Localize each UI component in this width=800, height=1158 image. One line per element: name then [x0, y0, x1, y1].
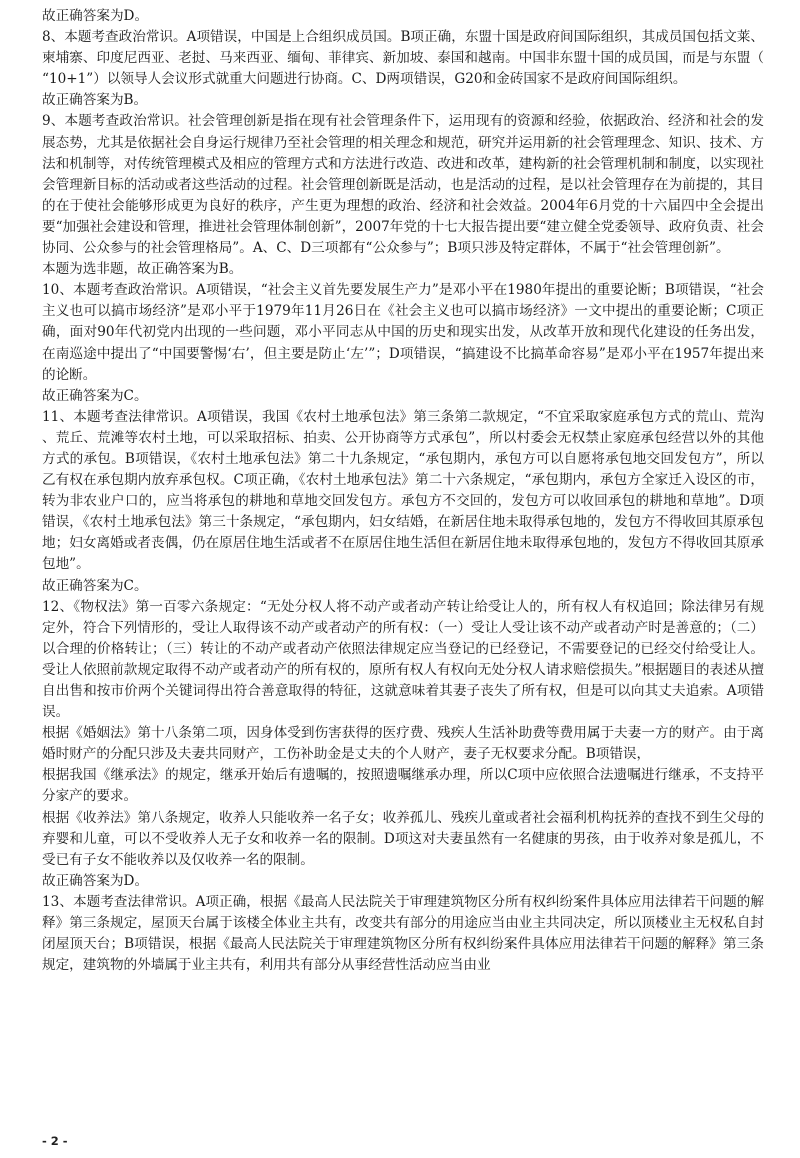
explanation-q12-option-c: 根据我国《继承法》的规定，继承开始后有遗嘱的，按照遗嘱继承办理，所以C项中应依照合法遗嘱进行继承，不支持平分家产的要求。 [42, 767, 764, 805]
answer-line-11: 故正确答案为C。 [42, 577, 148, 594]
explanation-q11: 11、本题考查法律常识。A项错误，我国《农村土地承包法》第三条第二款规定，“不宜采取家庭承包方式的荒山、荒沟、荒丘、荒滩等农村土地，可以采取招标、拍卖、公开协商等方式承包”，所以村委会无权禁止家庭承包经营以外的其他方式的承包。B项错误，《农村土地承包法》第二十九条规定，“承包期内，承包方可以自愿将承包地交回发包方”，所以乙有权在承包期内放弃承包权。C项正确，《农村土地承包法》第二十六条规定，“承包期内，承包方全家迁入设区的市，转为非农业户口的，应当将承包的耕地和草地交回发包方。承包方不交回的，发包方可以收回承包的耕地和草地”。D项错误，《农村土地承包法》第三十条规定，“承包期内，妇女结婚，在新居住地未取得承包地的，发包方不得收回其原承包地；妇女离婚或者丧偶，仍在原居住地生活或者不在原居住地生活但在新居住地未取得承包地的，发包方不得收回其原承包地”。 [42, 408, 764, 573]
explanation-q10: 10、本题考查政治常识。A项错误，“社会主义首先要发展生产力”是邓小平在1980年提出的重要论断；B项错误，“社会主义也可以搞市场经济”是邓小平于1979年11月26日在《社会主义也可以搞市场经济》一文中提出的重要论断；C项正确，面对90年代初党内出现的一些问题，邓小平同志从中国的历史和现实出发，从改革开放和现代化建设的任务出发，在南巡途中提出了“中国要警惕‘右’，但主要是防止‘左’”；D项错误，“搞建设不比搞革命容易”是邓小平在1957年提出来的论断。 [42, 282, 764, 383]
explanation-q12-option-b: 根据《婚姻法》第十八条第二项，因身体受到伤害获得的医疗费、残疾人生活补助费等费用属于夫妻一方的财产。由于离婚时财产的分配只涉及夫妻共同财产，工伤补助金是丈夫的个人财产，妻子无权要求分配。B项错误， [42, 725, 764, 763]
page-number: - 2 - [42, 1134, 68, 1148]
explanation-q12-option-a: 12、《物权法》第一百零六条规定：“无处分权人将不动产或者动产转让给受让人的，所有权人有权追回；除法律另有规定外，符合下列情形的，受让人取得该不动产或者动产的所有权：（一）受让人受让该不动产或者动产时是善意的；（二）以合理的价格转让；（三）转让的不动产或者动产依照法律规定应当登记的已经登记，不需要登记的已经交付给受让人。受让人依照前款规定取得不动产或者动产的所有权的，原所有权人有权向无处分权人请求赔偿损失。”根据题目的表述从擅自出售和按市价两个关键词得出符合善意取得的特征，这就意味着其妻子丧失了所有权，但是可以向其丈夫追索。A项错误。 [42, 598, 764, 721]
answer-line-9: 本题为选非题，故正确答案为B。 [42, 261, 243, 278]
explanation-q9: 9、本题考查政治常识。社会管理创新是指在现有社会管理条件下，运用现有的资源和经验，依据政治、经济和社会的发展态势，尤其是依据社会自身运行规律乃至社会管理的相关理念和规范，研究并运用新的社会管理理念、知识、技术、方法和机制等，对传统管理模式及相应的管理方式和方法进行改造、改进和改革，建构新的社会管理机制和制度，以实现社会管理新目标的活动或者这些活动的过程。社会管理创新既是活动，也是活动的过程，是以社会管理存在为前提的，其目的在于使社会能够形成更为良好的秩序，产生更为理想的政治、经济和社会效益。2004年6月党的十六届四中全会提出要“加强社会建设和管理，推进社会管理体制创新”，2007年党的十七大报告提出要“建立健全党委领导、政府负责、社会协同、公众参与的社会管理格局”。A、C、D三项都有“公众参与”；B项只涉及特定群体，不属于“社会管理创新”。 [42, 113, 764, 257]
explanation-q12-option-d: 根据《收养法》第八条规定，收养人只能收养一名子女；收养孤儿、残疾儿童或者社会福利机构抚养的查找不到生父母的弃婴和儿童，可以不受收养人无子女和收养一名的限制。D项这对夫妻虽然有一名健康的男孩，由于收养对象是孤儿，不受已有子女不能收养以及仅收养一名的限制。 [42, 809, 764, 868]
answer-line-8: 故正确答案为B。 [42, 92, 148, 109]
answer-line-7: 故正确答案为D。 [42, 8, 149, 24]
explanation-q8: 8、本题考查政治常识。A项错误，中国是上合组织成员国。B项正确，东盟十国是政府间国际组织，其成员国包括文莱、柬埔寨、印度尼西亚、老挝、马来西亚、缅甸、菲律宾、新加坡、泰国和越南。中国非东盟十国的成员国，而是与东盟（“10+1”）以领导人会议形式就重大问题进行协商。C、D两项错误，G20和金砖国家不是政府间国际组织。 [42, 29, 764, 88]
answer-line-10: 故正确答案为C。 [42, 387, 148, 404]
document-body [42, 6, 764, 976]
explanation-q13: 13、本题考查法律常识。A项正确，根据《最高人民法院关于审理建筑物区分所有权纠纷案件具体应用法律若干问题的解释》第三条规定，屋顶天台属于该楼全体业主共有，改变共有部分的用途应当由业主共同决定，所以顶楼业主无权私自封闭屋顶天台；B项错误，根据《最高人民法院关于审理建筑物区分所有权纠纷案件具体应用法律若干问题的解释》第三条规定，建筑物的外墙属于业主共有，利用共有部分从事经营性活动应当由业 [42, 893, 764, 974]
answer-line-12: 故正确答案为D。 [42, 872, 149, 889]
